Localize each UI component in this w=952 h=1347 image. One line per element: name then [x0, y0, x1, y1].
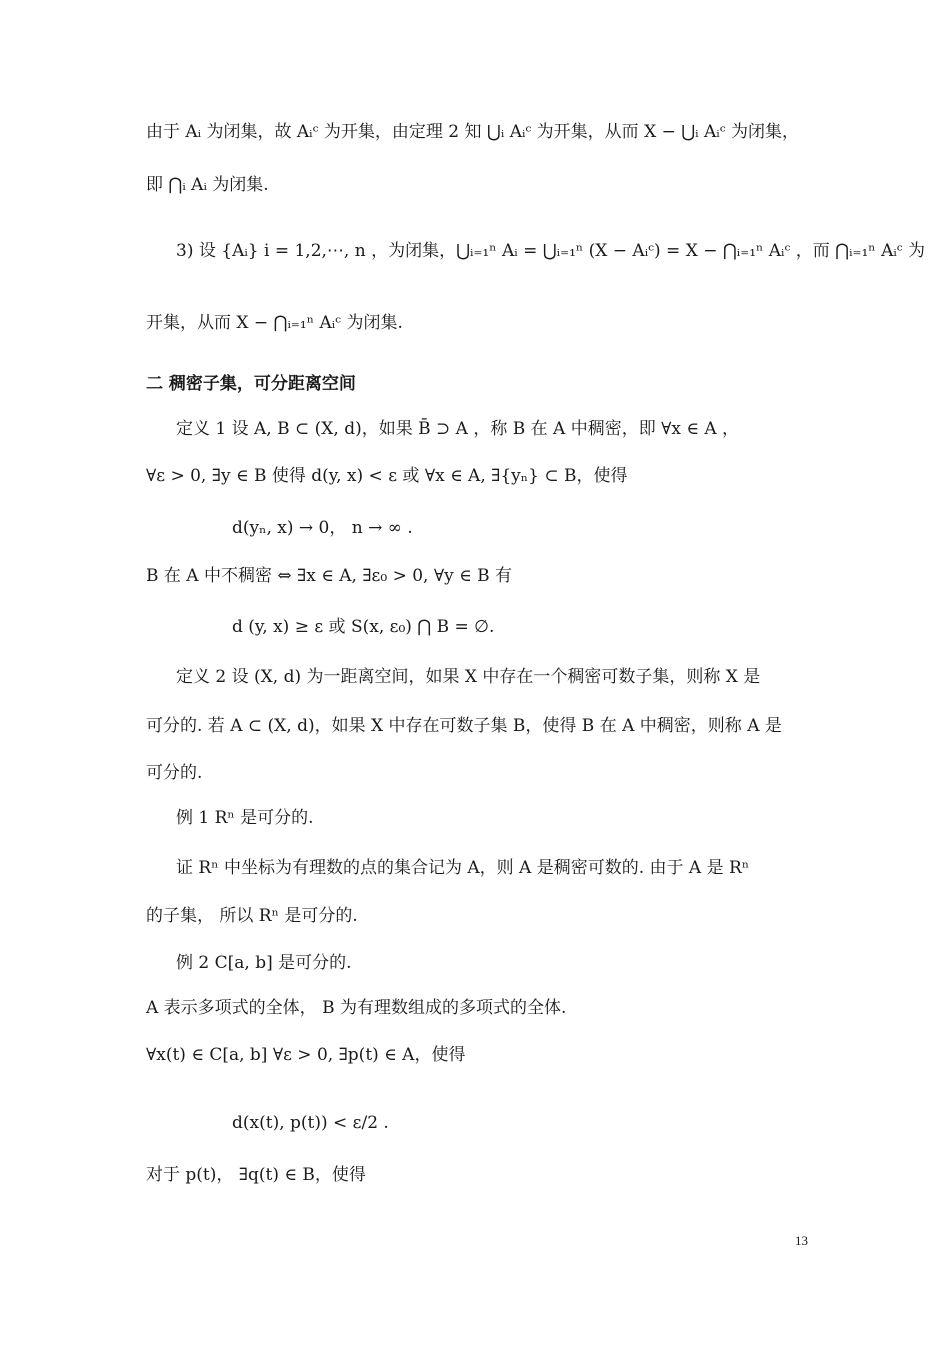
proof-line-1: 证 Rⁿ 中坐标为有理数的点的集合记为 A，则 A 是稠密可数的. 由于 A 是 Rⁿ [176, 858, 750, 878]
example-2-line-1: A 表示多项式的全体， B 为有理数组成的多项式的全体. [146, 998, 567, 1018]
definition-2-line-3: 可分的. [146, 763, 203, 783]
definition-2-line-2: 可分的. 若 A ⊂ (X, d)，如果 X 中存在可数子集 B，使得 B 在 A 中稠密，则称 A 是 [146, 716, 782, 736]
not-dense-line: B 在 A 中不稠密 ⇔ ∃x ∈ A, ∃ε₀ > 0, ∀y ∈ B 有 [146, 566, 512, 586]
page-number: 13 [795, 1233, 808, 1248]
text-line-2: 即 ⋂ᵢ Aᵢ 为闭集. [146, 175, 269, 195]
section-heading: 二 稠密子集，可分距离空间 [146, 374, 356, 394]
definition-1-line-2: ∀ε > 0, ∃y ∈ B 使得 d(y, x) < ε 或 ∀x ∈ A, ∃{yₙ} ⊂ B，使得 [146, 466, 628, 486]
example-2-formula: d(x(t), p(t)) < ε/2 . [232, 1113, 389, 1133]
definition-1-formula: d(yₙ, x) → 0， n → ∞ . [232, 518, 413, 538]
example-2-line-2: ∀x(t) ∈ C[a, b] ∀ε > 0, ∃p(t) ∈ A，使得 [146, 1045, 466, 1065]
text-line-3: 3) 设 {Aᵢ} i = 1,2,⋯, n ，为闭集，⋃ᵢ₌₁ⁿ Aᵢ = ⋃ᵢ₌₁ⁿ (X − Aᵢᶜ) = X − ⋂ᵢ₌₁ⁿ Aᵢᶜ ，而 ⋂ᵢ₌₁ⁿ Aᵢᶜ 为 [176, 241, 926, 261]
text-line-4: 开集，从而 X − ⋂ᵢ₌₁ⁿ Aᵢᶜ 为闭集. [146, 313, 403, 333]
definition-1-line-1: 定义 1 设 A, B ⊂ (X, d)，如果 B̄ ⊃ A ，称 B 在 A 中稠密，即 ∀x ∈ A ， [176, 419, 740, 439]
proof-line-2: 的子集， 所以 Rⁿ 是可分的. [146, 906, 358, 926]
text-line-1: 由于 Aᵢ 为闭集，故 Aᵢᶜ 为开集，由定理 2 知 ⋃ᵢ Aᵢᶜ 为开集，从而 X − ⋃ᵢ Aᵢᶜ 为闭集， [146, 122, 799, 142]
example-1-title: 例 1 Rⁿ 是可分的. [176, 808, 314, 828]
not-dense-formula: d (y, x) ≥ ε 或 S(x, ε₀) ⋂ B = ∅. [232, 617, 495, 637]
example-2-line-3: 对于 p(t)， ∃q(t) ∈ B，使得 [146, 1165, 366, 1185]
example-2-title: 例 2 C[a, b] 是可分的. [176, 953, 352, 973]
definition-2-line-1: 定义 2 设 (X, d) 为一距离空间，如果 X 中存在一个稠密可数子集，则称 X 是 [176, 667, 761, 687]
